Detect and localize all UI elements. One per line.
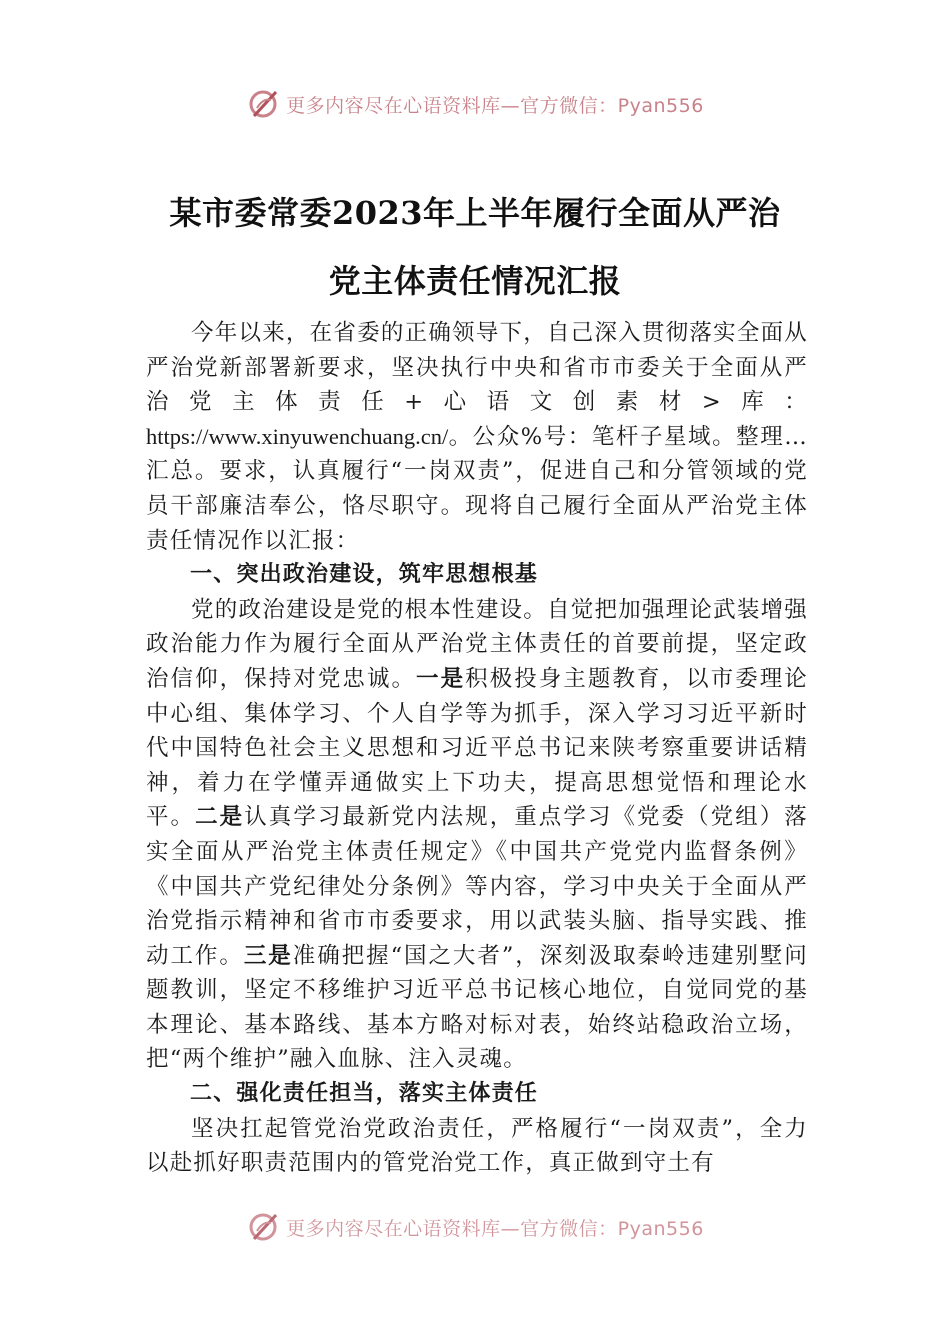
watermark-bottom — [0, 1209, 950, 1245]
section1-text2: 认真学习最新党内法规，重点学习《党委（党组）落实全面从严治党主体责任规定》《中国共产党党内监督条例》《中国共产党纪律处分条例》等内容，学习中央关于全面从严治党指示精神和省市市委要求，用以武装头脑、指导实践、推动工作。 — [146, 804, 809, 969]
document-title-line1: 某市委常委2023年上半年履行全面从严治 — [169, 194, 781, 232]
section1-text1: 积极投身主题教育，以市委理论中心组、集体学习、个人自学等为抓手，深入学习习近平新时代中国特色社会主义思想和习近平总书记来陕考察重要讲话精神，着力在学懂弄通做实上下功夫，提高思想觉悟和理论水平。 — [146, 665, 808, 831]
section1-lead: 党的政治建设是党的根本性建设。自觉把加强理论武装增强政治能力作为履行全面从严治党主体责任的首要前提，坚定政治信仰，保持对党忠诚。 — [146, 596, 808, 692]
intro-url: https://www.xinyuwenchuang.cn/ — [146, 423, 449, 449]
watermark-text: 更多内容尽在心语资料库—官方微信：Pyan556 — [286, 94, 704, 117]
section1-paragraph — [146, 593, 808, 1077]
document-title-line2: 党主体责任情况汇报 — [328, 262, 622, 300]
watermark-top — [0, 86, 950, 122]
watermark-logo-icon — [246, 1209, 282, 1245]
watermark-logo-icon — [246, 86, 282, 122]
intro-paragraph — [146, 316, 808, 558]
section1-text3: 准确把握“国之大者”，深刻汲取秦岭违建别墅问题教训，坚定不移维护习近平总书记核心地位，自觉同党的基本理论、基本路线、基本方略对标对表，始终站稳政治立场，把“两个维护”融入血脉、注入灵魂。 — [146, 942, 809, 1073]
section1-mark1: 一是 — [416, 665, 466, 692]
document-body — [146, 316, 808, 1181]
intro-rest: 。公众%号：笔杆子星域。整理…汇总。要求，认真履行“一岗双责”，促进自己和分管领域的党员干部廉洁奉公，恪尽职守。现将自己履行全面从严治党主体责任情况作以汇报： — [146, 423, 808, 554]
section2-paragraph: 坚决扛起管党治党政治责任，严格履行“一岗双责”，全力以赴抓好职责范围内的管党治党工作，真正做到守土有 — [146, 1115, 808, 1177]
section2-heading: 二、强化责任担当，落实主体责任 — [190, 1081, 539, 1107]
section1-mark2: 二是 — [195, 804, 245, 831]
section1-heading: 一、突出政治建设，筑牢思想根基 — [190, 562, 539, 588]
section1-mark3: 三是 — [243, 942, 293, 969]
watermark-text: 更多内容尽在心语资料库—官方微信：Pyan556 — [286, 1217, 704, 1240]
intro-text: 今年以来，在省委的正确领导下，自己深入贯彻落实全面从严治党新部署新要求，坚决执行中央和省市市委关于全面从严治党主体责任+心语文创素材>库： — [146, 320, 808, 416]
